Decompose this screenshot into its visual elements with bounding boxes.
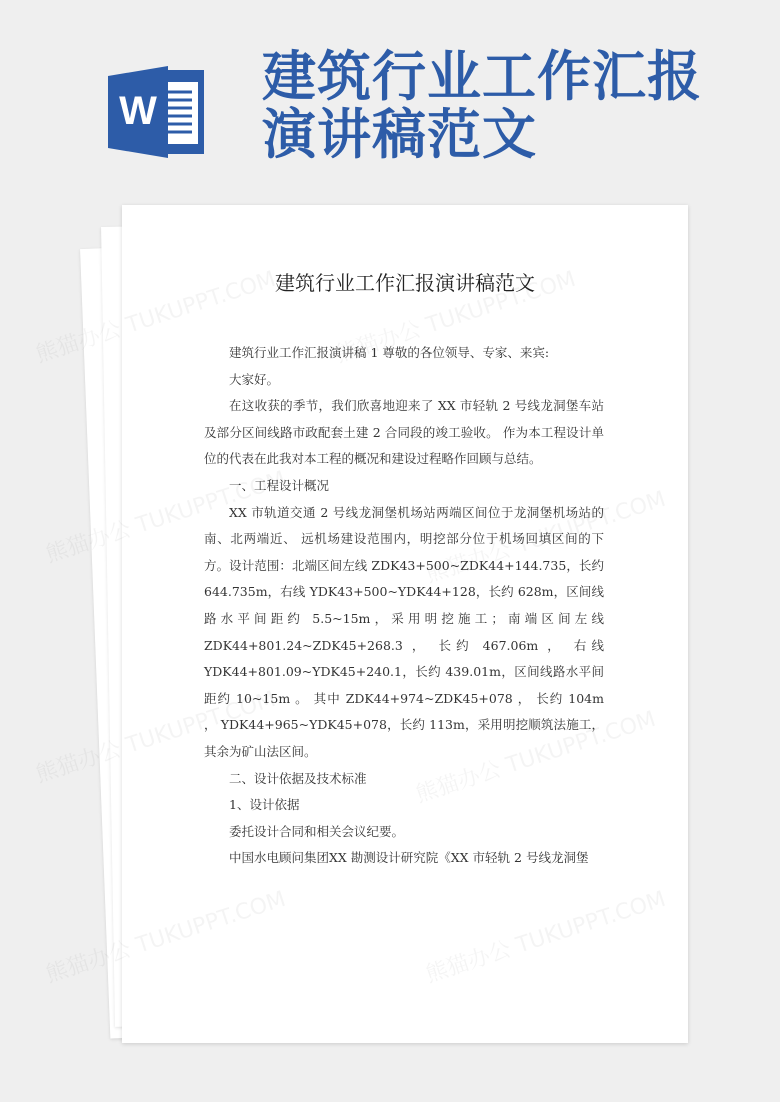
paragraph: 建筑行业工作汇报演讲稿 1 尊敬的各位领导、专家、来宾:	[229, 345, 550, 360]
subsection-heading: 1、设计依据	[229, 797, 300, 813]
header-title-line1: 建筑行业工作汇报	[262, 45, 702, 108]
paragraph: XX 市轨道交通 2 号线龙洞堡机场站两端区间位于龙洞堡机场站的南、北两端近、 远机场建设范围内，明挖部分位于机场回填区间的下方。设计范围：北端区间左线 ZDK43+500~ZDK44+144.735，长约 644.735m，右线 YDK43+500~YDK44+128，长约 628m，区间线路水平间距约 5.5~15m，采用明挖施工；南端区间左线 ZDK44+801.24~ZDK45+268.3 ， 长约 467.06m ， 右线 YDK44+801.09~YDK45+240.1，长约 439.01m，区间线路水平间距约 10~15m 。 其中 ZDK44+974~ZDK45+078 ， 长约 104m ， YDK44+965~YDK45+078，长约 113m，采用明挖顺筑法施工，其余为矿山法区间。	[204, 504, 604, 759]
word-icon	[108, 62, 208, 162]
paragraph: 中国水电顾问集团XX 勘测设计研究院《XX 市轻轨 2 号线龙洞堡	[229, 850, 589, 866]
paragraph: 在这收获的季节，我们欣喜地迎来了 XX 市轻轨 2 号线龙洞堡车站及部分区间线路市政配套土建 2 合同段的竣工验收。 作为本工程设计单位的代表在此我对本工程的概况和建设过程略作回顾与总结。	[204, 398, 604, 467]
document-page	[122, 205, 688, 1043]
svg-text:W: W	[119, 89, 157, 133]
section-heading: 二、设计依据及技术标准	[229, 770, 367, 786]
header-title	[262, 45, 762, 166]
paragraph: 委托设计合同和相关会议纪要。	[229, 823, 405, 839]
section-heading: 一、工程设计概况	[229, 477, 330, 493]
header	[0, 0, 780, 200]
header-title-line2: 演讲稿范文	[262, 103, 537, 166]
document-body	[204, 340, 604, 872]
document-title: 建筑行业工作汇报演讲稿范文	[275, 271, 535, 295]
paragraph: 大家好。	[229, 371, 280, 387]
